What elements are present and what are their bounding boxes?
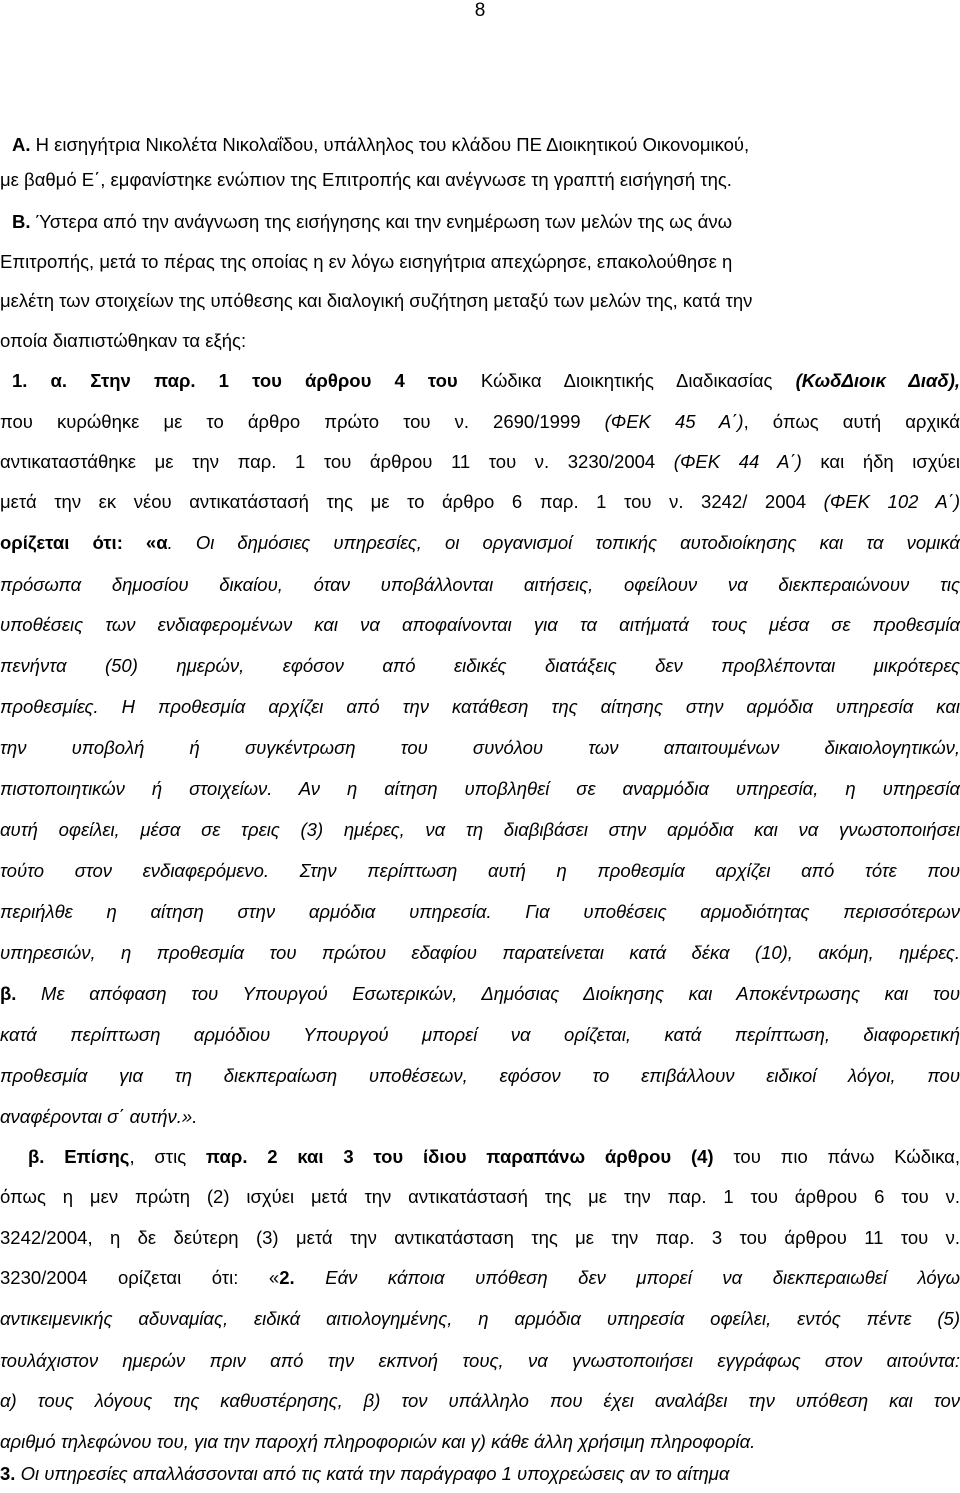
text-segment: πρόσωπα δημοσίου δικαίου, όταν υποβάλλονται αιτήσεις, οφείλουν να διεκπεραιώνουν τις: [0, 574, 960, 595]
text-line: [0, 1105, 960, 1129]
text-segment: πιστοποιητικών ή στοιχείων. Αν η αίτηση υποβληθεί σε αναρμόδια υπηρεσία, η υπηρεσία: [0, 778, 960, 799]
text-line: [0, 941, 960, 965]
text-line: [0, 133, 960, 157]
text-line: [0, 1064, 960, 1088]
text-line: [0, 250, 960, 274]
text-segment: τούτο στον ενδιαφερόμενο. Στην περίπτωση αυτή η προθεσμία αρχίζει από τότε που: [0, 860, 960, 881]
text-line: [0, 982, 960, 1006]
text-segment: Με απόφαση του Υπουργού Εσωτερικών, Δημόσιας Διοίκησης και Αποκέντρωσης και του: [16, 983, 960, 1004]
text-line: [0, 1266, 960, 1290]
text-line: [0, 450, 960, 474]
text-line: [0, 1389, 960, 1413]
text-segment: προθεσμία για τη διεκπεραίωση υποθέσεων, εφόσον το επιβάλλουν ειδικοί λόγοι, που: [0, 1065, 960, 1086]
text-segment: αναφέρονται σ΄ αυτήν.».: [0, 1106, 198, 1127]
text-line: [0, 531, 960, 555]
text-segment: τουλάχιστον ημερών πριν από την εκπνοή τους, να γνωστοποιήσει εγγράφως στον αιτούντα:: [0, 1350, 960, 1371]
text-segment: την υποβολή ή συγκέντρωση του συνόλου των απαιτουμένων δικαιολογητικών,: [0, 737, 960, 758]
text-segment: προθεσμίες. Η προθεσμία αρχίζει από την κατάθεση της αίτησης στην αρμόδια υπηρεσία και: [0, 696, 960, 717]
text-line: [0, 210, 960, 234]
text-segment: Εάν κάποια υπόθεση δεν μπορεί να διεκπεραιωθεί λόγω: [294, 1267, 960, 1288]
text-line: [0, 369, 960, 393]
text-line: [0, 1349, 960, 1373]
text-segment: αντικειμενικής αδυναμίας, ειδικά αιτιολογημένης, η αρμόδια υπηρεσία οφείλει, εντός πέντε (5): [0, 1308, 960, 1329]
text-segment: περιήλθε η αίτηση στην αρμόδια υπηρεσία. Για υποθέσεις αρμοδιότητας περισσότερων: [0, 901, 960, 922]
text-segment: υποθέσεις των ενδιαφερομένων και να αποφαίνονται για τα αιτήματά τους μέσα σε προθεσμία: [0, 614, 960, 635]
text-segment: αυτή οφείλει, μέσα σε τρεις (3) ημέρες, να τη διαβιβάσει στην αρμόδια και να γνωστοποιήσει: [0, 819, 960, 840]
text-segment: 3.: [0, 1463, 16, 1484]
text-line: [0, 289, 960, 313]
text-line: [0, 168, 960, 192]
text-line: [0, 1226, 960, 1250]
text-segment: Επιτροπής, μετά το πέρας της οποίας η εν λόγω εισηγήτρια απεχώρησε, επακολούθησε η: [0, 251, 733, 272]
text-segment: Η εισηγήτρια Νικολέτα Νικολαΐδου, υπάλληλος του κλάδου ΠΕ Διοικητικού Οικονομικού,: [30, 134, 750, 155]
text-line: [0, 573, 960, 597]
text-segment: 3242/2004, η δε δεύτερη (3) μετά την αντικατάσταση της με την παρ. 3 του άρθρου 11 του ν.: [0, 1227, 960, 1248]
text-line: [0, 1145, 960, 1169]
text-line: [0, 1023, 960, 1047]
text-segment: αριθμό τηλεφώνου του, για την παροχή πληροφοριών και γ) κάθε άλλη χρήσιμη πληροφορία.: [0, 1431, 756, 1452]
text-line: [0, 613, 960, 637]
text-line: [0, 736, 960, 760]
text-segment: β. Επίσης: [28, 1146, 130, 1167]
text-segment: , στις: [129, 1146, 206, 1167]
text-segment: , όπως αυτή αρχικά: [743, 411, 960, 432]
text-segment: β.: [0, 983, 17, 1004]
text-segment: B.: [12, 211, 31, 232]
text-segment: οποία διαπιστώθηκαν τα εξής:: [0, 330, 247, 351]
text-segment: ορίζεται ότι: «α: [0, 532, 168, 553]
text-segment: (ΦΕΚ 44 Α΄): [673, 451, 802, 472]
text-segment: . Οι δημόσιες υπηρεσίες, οι οργανισμοί τοπικής αυτοδιοίκησης και τα νομικά: [167, 532, 960, 553]
text-segment: κατά περίπτωση αρμόδιου Υπουργού μπορεί να ορίζεται, κατά περίπτωση, διαφορετική: [0, 1024, 960, 1045]
text-segment: μετά την εκ νέου αντικατάστασή της με το άρθρο 6 παρ. 1 του ν. 3242/ 2004: [0, 491, 824, 512]
text-line: [0, 410, 960, 434]
text-segment: που κυρώθηκε με το άρθρο πρώτο του ν. 2690/1999: [0, 411, 605, 432]
text-segment: (ΦΕΚ 45 Α΄): [604, 411, 744, 432]
text-segment: και ήδη ισχύει: [801, 451, 960, 472]
text-segment: 1. α. Στην παρ. 1 του άρθρου 4 του: [12, 370, 458, 391]
text-segment: 2.: [279, 1267, 295, 1288]
text-line: [0, 329, 960, 353]
text-segment: A.: [12, 134, 31, 155]
text-line: [0, 1185, 960, 1209]
text-line: [0, 777, 960, 801]
text-segment: α) τους λόγους της καθυστέρησης, β) τον υπάλληλο που έχει αναλάβει την υπόθεση και τον: [0, 1390, 960, 1411]
text-segment: Ύστερα από την ανάγνωση της εισήγησης και την ενημέρωση των μελών της ως άνω: [30, 211, 733, 232]
text-segment: Οι υπηρεσίες απαλλάσσονται από τις κατά την παράγραφο 1 υποχρεώσεις αν το αίτημα: [15, 1463, 730, 1484]
text-segment: 3230/2004 ορίζεται ότι: «: [0, 1267, 280, 1288]
text-segment: με βαθμό Ε΄, εμφανίστηκε ενώπιον της Επιτροπής και ανέγνωσε τη γραπτή εισήγησή της.: [0, 169, 732, 190]
page-number: 8: [474, 0, 486, 21]
text-segment: (ΚωδΔιοικ Διαδ),: [795, 370, 960, 391]
text-line: [0, 695, 960, 719]
text-line: [0, 654, 960, 678]
text-line: [0, 490, 960, 514]
text-line: [0, 1307, 960, 1331]
text-line: [0, 859, 960, 883]
text-segment: Κώδικα Διοικητικής Διαδικασίας: [457, 370, 796, 391]
text-segment: όπως η μεν πρώτη (2) ισχύει μετά την αντικατάστασή της με την παρ. 1 του άρθρου 6 του ν.: [0, 1186, 960, 1207]
text-line: [0, 900, 960, 924]
text-segment: (ΦΕΚ 102 Α΄): [823, 491, 960, 512]
text-segment: παρ. 2 και 3 του ίδιου παραπάνω άρθρου (4): [205, 1146, 714, 1167]
text-segment: υπηρεσιών, η προθεσμία του πρώτου εδαφίου παρατείνεται κατά δέκα (10), ακόμη, ημέρες.: [0, 942, 960, 963]
text-line: [0, 1430, 960, 1454]
text-segment: αντικαταστάθηκε με την παρ. 1 του άρθρου 11 του ν. 3230/2004: [0, 451, 674, 472]
text-line: [0, 1462, 960, 1486]
text-line: [0, 818, 960, 842]
text-segment: μελέτη των στοιχείων της υπόθεσης και διαλογική συζήτηση μεταξύ των μελών της, κατά την: [0, 290, 753, 311]
text-segment: του πιο πάνω Κώδικα,: [713, 1146, 960, 1167]
text-segment: πενήντα (50) ημερών, εφόσον από ειδικές διατάξεις δεν προβλέπονται μικρότερες: [0, 655, 960, 676]
